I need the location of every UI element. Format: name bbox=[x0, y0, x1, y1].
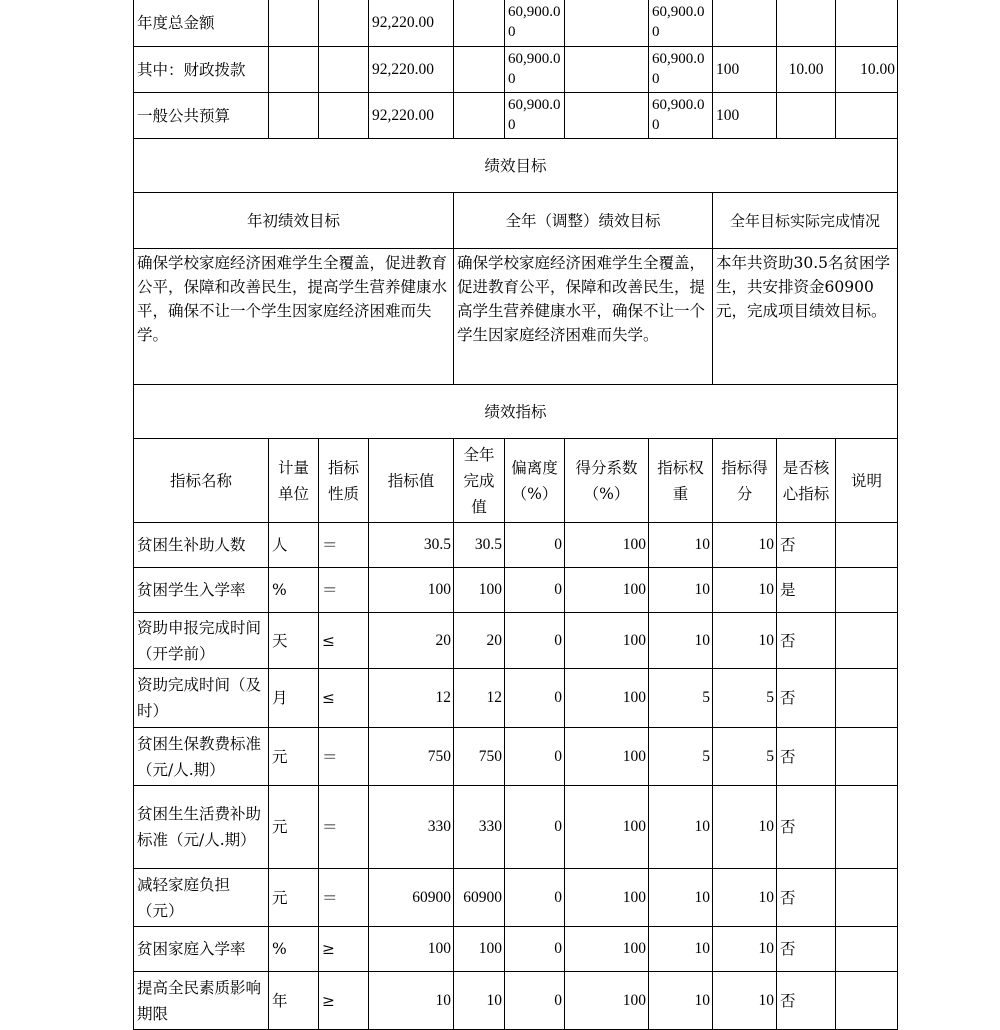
header-score: 指标得分 bbox=[713, 439, 777, 523]
indicator-note bbox=[836, 972, 898, 1030]
indicator-name: 贫困家庭入学率 bbox=[134, 927, 269, 972]
fund-cell: 92,220.00 bbox=[369, 93, 454, 139]
fund-cell bbox=[565, 0, 649, 47]
indicator-target: 60900 bbox=[369, 869, 454, 927]
indicator-unit: 人 bbox=[269, 523, 319, 568]
indicator-note bbox=[836, 786, 898, 869]
indicator-name: 贫困生保教费标准（元/人.期） bbox=[134, 728, 269, 786]
header-name: 指标名称 bbox=[134, 439, 269, 523]
indicator-weight: 10 bbox=[649, 613, 713, 669]
indicator-score: 10 bbox=[713, 927, 777, 972]
indicator-nature: ≤ bbox=[319, 669, 369, 728]
indicator-nature: ＝ bbox=[319, 728, 369, 786]
indicator-core: 是 bbox=[777, 568, 836, 613]
indicator-weight: 5 bbox=[649, 728, 713, 786]
indicator-score: 10 bbox=[713, 972, 777, 1030]
fund-cell: 100 bbox=[713, 47, 777, 93]
header-core: 是否核心指标 bbox=[777, 439, 836, 523]
header-note: 说明 bbox=[836, 439, 898, 523]
fund-row bbox=[134, 93, 898, 139]
indicator-deviation: 0 bbox=[505, 613, 565, 669]
indicator-row bbox=[134, 523, 898, 568]
fund-cell bbox=[269, 93, 319, 139]
indicator-coef: 100 bbox=[565, 613, 649, 669]
indicator-core: 否 bbox=[777, 613, 836, 669]
indicator-unit: 年 bbox=[269, 972, 319, 1030]
indicator-nature: ＝ bbox=[319, 786, 369, 869]
indicator-score: 10 bbox=[713, 523, 777, 568]
fund-cell bbox=[319, 93, 369, 139]
header-target: 指标值 bbox=[369, 439, 454, 523]
initial-goal-header: 年初绩效目标 bbox=[134, 193, 454, 249]
indicator-core: 否 bbox=[777, 523, 836, 568]
indicators-section-title: 绩效指标 bbox=[134, 385, 898, 439]
indicator-actual: 330 bbox=[454, 786, 505, 869]
indicator-coef: 100 bbox=[565, 568, 649, 613]
fund-row bbox=[134, 47, 898, 93]
fund-cell: 10.00 bbox=[777, 47, 836, 93]
indicator-target: 10 bbox=[369, 972, 454, 1030]
indicator-note bbox=[836, 523, 898, 568]
indicator-unit: 元 bbox=[269, 728, 319, 786]
header-deviation: 偏离度（%） bbox=[505, 439, 565, 523]
indicator-note bbox=[836, 728, 898, 786]
indicator-unit: % bbox=[269, 568, 319, 613]
indicator-unit: 月 bbox=[269, 669, 319, 728]
indicator-weight: 10 bbox=[649, 786, 713, 869]
indicator-deviation: 0 bbox=[505, 568, 565, 613]
indicator-name: 资助申报完成时间（开学前） bbox=[134, 613, 269, 669]
indicator-row bbox=[134, 869, 898, 927]
goals-section-title: 绩效目标 bbox=[134, 139, 898, 193]
header-actual: 全年完成值 bbox=[454, 439, 505, 523]
indicator-note bbox=[836, 669, 898, 728]
header-nature: 指标性质 bbox=[319, 439, 369, 523]
indicator-row bbox=[134, 927, 898, 972]
indicator-coef: 100 bbox=[565, 669, 649, 728]
indicator-target: 750 bbox=[369, 728, 454, 786]
indicator-score: 10 bbox=[713, 613, 777, 669]
fund-name: 一般公共预算 bbox=[134, 93, 269, 139]
indicator-score: 10 bbox=[713, 786, 777, 869]
performance-table bbox=[133, 0, 898, 1030]
indicator-name: 贫困生补助人数 bbox=[134, 523, 269, 568]
fund-cell bbox=[269, 0, 319, 47]
fund-cell bbox=[777, 0, 836, 47]
indicator-actual: 100 bbox=[454, 568, 505, 613]
indicator-coef: 100 bbox=[565, 786, 649, 869]
header-weight: 指标权重 bbox=[649, 439, 713, 523]
indicator-nature: ≥ bbox=[319, 972, 369, 1030]
indicator-note bbox=[836, 568, 898, 613]
indicator-nature: ≥ bbox=[319, 927, 369, 972]
fund-cell bbox=[713, 0, 777, 47]
indicator-core: 否 bbox=[777, 869, 836, 927]
indicator-actual: 12 bbox=[454, 669, 505, 728]
fund-cell bbox=[269, 47, 319, 93]
indicator-actual: 30.5 bbox=[454, 523, 505, 568]
indicator-coef: 100 bbox=[565, 523, 649, 568]
indicator-name: 资助完成时间（及时） bbox=[134, 669, 269, 728]
fund-cell: 92,220.00 bbox=[369, 0, 454, 47]
fund-cell: 60,900.00 bbox=[505, 93, 565, 139]
indicator-deviation: 0 bbox=[505, 927, 565, 972]
fund-cell: 60,900.00 bbox=[649, 93, 713, 139]
initial-goal-text: 确保学校家庭经济困难学生全覆盖，促进教育公平，保障和改善民生，提高学生营养健康水平，确保不让一个学生因家庭经济困难而失学。 bbox=[134, 249, 454, 385]
indicator-row bbox=[134, 613, 898, 669]
indicator-weight: 10 bbox=[649, 869, 713, 927]
indicator-row bbox=[134, 728, 898, 786]
fund-cell bbox=[454, 47, 505, 93]
indicator-nature: ≤ bbox=[319, 613, 369, 669]
fund-cell bbox=[565, 93, 649, 139]
indicator-weight: 10 bbox=[649, 523, 713, 568]
actual-goal-text: 本年共资助30.5名贫困学生，共安排资金60900元，完成项目绩效目标。 bbox=[713, 249, 898, 385]
fund-cell: 92,220.00 bbox=[369, 47, 454, 93]
indicator-nature: ＝ bbox=[319, 869, 369, 927]
indicator-target: 30.5 bbox=[369, 523, 454, 568]
indicator-target: 12 bbox=[369, 669, 454, 728]
fund-name: 年度总金额 bbox=[134, 0, 269, 47]
indicator-header-row bbox=[134, 439, 898, 523]
indicator-name: 贫困生生活费补助标准（元/人.期） bbox=[134, 786, 269, 869]
indicator-note bbox=[836, 613, 898, 669]
indicator-weight: 5 bbox=[649, 669, 713, 728]
indicator-name: 贫困学生入学率 bbox=[134, 568, 269, 613]
indicator-deviation: 0 bbox=[505, 869, 565, 927]
fund-cell bbox=[565, 47, 649, 93]
fund-cell: 60,900.00 bbox=[649, 47, 713, 93]
fund-cell: 60,900.00 bbox=[649, 0, 713, 47]
indicator-target: 20 bbox=[369, 613, 454, 669]
header-coef: 得分系数（%） bbox=[565, 439, 649, 523]
indicator-core: 否 bbox=[777, 927, 836, 972]
indicator-unit: 元 bbox=[269, 869, 319, 927]
indicator-target: 330 bbox=[369, 786, 454, 869]
indicator-row bbox=[134, 786, 898, 869]
fund-cell bbox=[454, 0, 505, 47]
indicator-deviation: 0 bbox=[505, 786, 565, 869]
indicator-coef: 100 bbox=[565, 927, 649, 972]
indicator-weight: 10 bbox=[649, 927, 713, 972]
fund-cell bbox=[319, 0, 369, 47]
indicator-note bbox=[836, 869, 898, 927]
indicator-note bbox=[836, 927, 898, 972]
actual-goal-header: 全年目标实际完成情况 bbox=[713, 193, 898, 249]
indicator-nature: ＝ bbox=[319, 523, 369, 568]
fund-cell bbox=[836, 0, 898, 47]
indicator-unit: 元 bbox=[269, 786, 319, 869]
indicator-coef: 100 bbox=[565, 869, 649, 927]
fund-cell bbox=[454, 93, 505, 139]
fund-cell bbox=[319, 47, 369, 93]
indicator-nature: ＝ bbox=[319, 568, 369, 613]
indicator-weight: 10 bbox=[649, 972, 713, 1030]
fund-cell: 100 bbox=[713, 93, 777, 139]
indicator-deviation: 0 bbox=[505, 669, 565, 728]
indicator-row bbox=[134, 972, 898, 1030]
adjusted-goal-text: 确保学校家庭经济困难学生全覆盖，促进教育公平，保障和改善民生，提高学生营养健康水平，确保不让一个学生因家庭经济困难而失学。 bbox=[454, 249, 713, 385]
indicator-core: 否 bbox=[777, 972, 836, 1030]
fund-row bbox=[134, 0, 898, 47]
indicator-unit: % bbox=[269, 927, 319, 972]
indicator-name: 提高全民素质影响期限 bbox=[134, 972, 269, 1030]
indicator-coef: 100 bbox=[565, 728, 649, 786]
indicator-deviation: 0 bbox=[505, 728, 565, 786]
fund-cell: 60,900.00 bbox=[505, 47, 565, 93]
indicator-actual: 10 bbox=[454, 972, 505, 1030]
indicator-coef: 100 bbox=[565, 972, 649, 1030]
indicator-score: 10 bbox=[713, 869, 777, 927]
indicator-core: 否 bbox=[777, 786, 836, 869]
fund-cell bbox=[836, 93, 898, 139]
indicator-score: 5 bbox=[713, 728, 777, 786]
indicator-deviation: 0 bbox=[505, 972, 565, 1030]
indicator-actual: 750 bbox=[454, 728, 505, 786]
header-unit: 计量单位 bbox=[269, 439, 319, 523]
fund-cell: 60,900.00 bbox=[505, 0, 565, 47]
indicator-weight: 10 bbox=[649, 568, 713, 613]
indicator-deviation: 0 bbox=[505, 523, 565, 568]
indicator-actual: 60900 bbox=[454, 869, 505, 927]
fund-cell bbox=[777, 93, 836, 139]
indicator-score: 5 bbox=[713, 669, 777, 728]
indicator-row bbox=[134, 568, 898, 613]
indicator-core: 否 bbox=[777, 669, 836, 728]
fund-name: 其中：财政拨款 bbox=[134, 47, 269, 93]
indicator-unit: 天 bbox=[269, 613, 319, 669]
indicator-target: 100 bbox=[369, 568, 454, 613]
fund-cell: 10.00 bbox=[836, 47, 898, 93]
indicator-name: 减轻家庭负担（元） bbox=[134, 869, 269, 927]
indicator-core: 否 bbox=[777, 728, 836, 786]
indicator-target: 100 bbox=[369, 927, 454, 972]
adjusted-goal-header: 全年（调整）绩效目标 bbox=[454, 193, 713, 249]
indicator-actual: 100 bbox=[454, 927, 505, 972]
indicator-actual: 20 bbox=[454, 613, 505, 669]
indicator-score: 10 bbox=[713, 568, 777, 613]
indicator-row bbox=[134, 669, 898, 728]
